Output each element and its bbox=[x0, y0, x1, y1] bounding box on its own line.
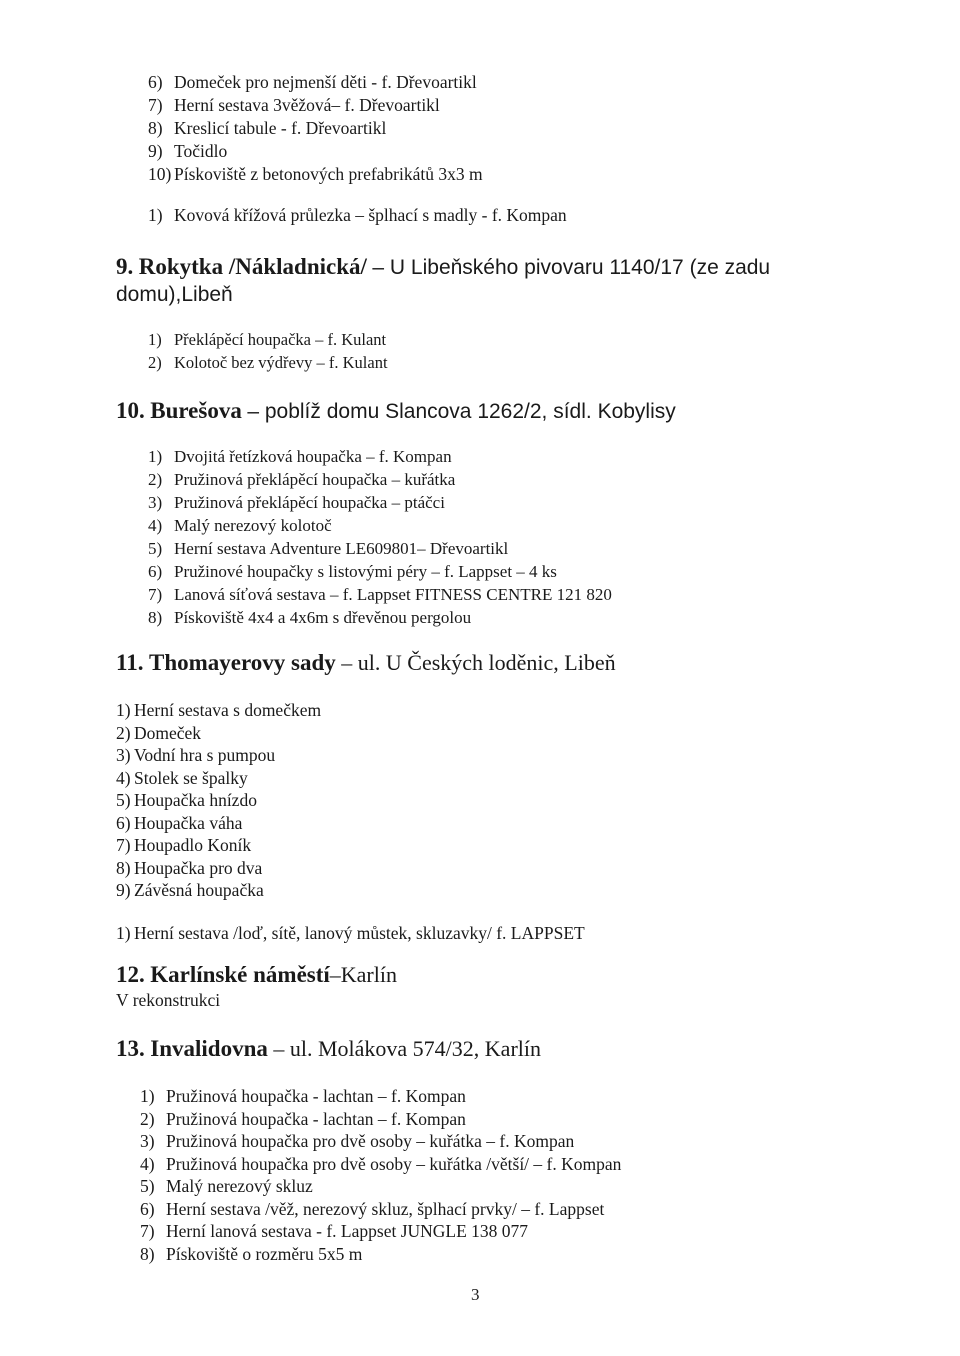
list-item: 2) Kolotoč bez výdřevy – f. Kulant bbox=[148, 353, 388, 372]
list-item: 7) Herní lanová sestava - f. Lappset JUNGLE 138 077 bbox=[140, 1221, 529, 1241]
list-item: 4) Pružinová houpačka pro dvě osoby – kuřátka /větší/ – f. Kompan bbox=[140, 1153, 622, 1174]
list-item: 10) Pískoviště z betonových prefabrikátů 3x3 m bbox=[148, 164, 483, 184]
list-item: 3) Vodní hra s pumpou bbox=[116, 745, 276, 765]
list-item: 5) Houpačka hnízdo bbox=[116, 790, 257, 810]
list-item: 9) Točidlo bbox=[148, 141, 228, 161]
list-item: 6) Domeček pro nejmenší děti - f. Dřevoartikl bbox=[148, 72, 477, 92]
list-item: 7) Herní sestava 3věžová– f. Dřevoartikl bbox=[148, 95, 440, 115]
section12-note: V rekonstrukci bbox=[116, 990, 221, 1010]
list-item: 5) Herní sestava Adventure LE609801– Dřevoartikl bbox=[148, 539, 509, 558]
list-item: 1) Kovová křížová průlezka – šplhací s madly - f. Kompan bbox=[148, 205, 567, 225]
list-item: 6) Houpačka váha bbox=[116, 812, 243, 833]
list-item: 7) Lanová síťová sestava – f. Lappset FITNESS CENTRE 121 820 bbox=[148, 585, 612, 604]
section-heading-9-continued: domu),Libeň bbox=[116, 283, 233, 306]
page-number: 3 bbox=[471, 1285, 480, 1304]
list-item: 3) Pružinová houpačka pro dvě osoby – kuřátka – f. Kompan bbox=[140, 1131, 575, 1151]
list-item: 4) Stolek se špalky bbox=[116, 767, 248, 788]
list-item: 5) Malý nerezový skluz bbox=[140, 1176, 313, 1196]
list-item: 4) Malý nerezový kolotoč bbox=[148, 516, 332, 535]
list-item: 8) Pískoviště 4x4 a 4x6m s dřevěnou pergolou bbox=[148, 608, 472, 627]
list-item: 6) Pružinové houpačky s listovými péry – f. Lappset – 4 ks bbox=[148, 562, 557, 581]
section-heading-9: 9. Rokytka /Nákladnická/ – U Libeňského pivovaru 1140/17 (ze zadu bbox=[116, 254, 771, 279]
list-item: 8) Pískoviště o rozměru 5x5 m bbox=[140, 1243, 363, 1264]
list-item: 2) Pružinová houpačka - lachtan – f. Kompan bbox=[140, 1108, 466, 1129]
list-item: 9) Závěsná houpačka bbox=[116, 880, 264, 900]
list-item: 2) Pružinová překlápěcí houpačka – kuřátka bbox=[148, 470, 456, 489]
list-item: 1) Herní sestava s domečkem bbox=[116, 700, 322, 720]
list-item: 1) Překlápěcí houpačka – f. Kulant bbox=[148, 330, 387, 349]
list-item: 1) Dvojitá řetízková houpačka – f. Kompan bbox=[148, 447, 452, 466]
section-heading-11: 11. Thomayerovy sady – ul. U Českých loděnic, Libeň bbox=[116, 650, 616, 675]
list-item: 7) Houpadlo Koník bbox=[116, 835, 252, 855]
section-heading-12: 12. Karlínské náměstí–Karlín bbox=[116, 962, 397, 987]
list-item: 1) Pružinová houpačka - lachtan – f. Kompan bbox=[140, 1086, 466, 1106]
list-item: 6) Herní sestava /věž, nerezový skluz, šplhací prvky/ – f. Lappset bbox=[140, 1198, 605, 1219]
list-item: 1) Herní sestava /loď, sítě, lanový můstek, skluzavky/ f. LAPPSET bbox=[116, 923, 585, 943]
list-item: 3) Pružinová překlápěcí houpačka – ptáčci bbox=[148, 493, 445, 512]
section-heading-10: 10. Burešova – poblíž domu Slancova 1262/2, sídl. Kobylisy bbox=[116, 398, 676, 423]
list-item: 2) Domeček bbox=[116, 722, 202, 743]
list-item: 8) Houpačka pro dva bbox=[116, 857, 263, 878]
list-item: 8) Kreslicí tabule - f. Dřevoartikl bbox=[148, 118, 387, 138]
section-heading-13: 13. Invalidovna – ul. Molákova 574/32, Karlín bbox=[116, 1036, 541, 1061]
